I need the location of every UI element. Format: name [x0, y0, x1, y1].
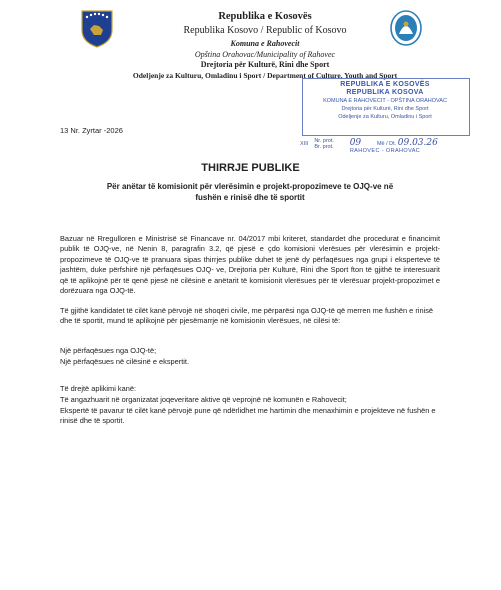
document-number-line: 13 Nr. Zyrtar -2026: [60, 126, 123, 135]
header-drejtoria: Drejtoria për Kulturë, Rini dhe Sport: [200, 60, 330, 69]
rahovec-emblem-icon: [390, 10, 422, 46]
stamp-line-4: Drejtoria për Kulturë, Rini dhe Sport: [341, 106, 429, 112]
list-item-ngo-engaged: Të angazhuarit në organizatat joqeveritare aktive që veprojnë në komunën e Rahovecit;: [60, 395, 347, 404]
document-subtitle: Për anëtar të komisionit për vlerësimin e projekt-propozimeve te OJQ-ve në fushën e rinisë dhe të sportit: [106, 182, 394, 202]
header-komuna: Komuna e Rahovecit: [230, 39, 300, 48]
kosovo-coat-of-arms-icon: [80, 8, 114, 48]
header-republika-sq: Republika e Kosovës: [218, 11, 312, 22]
paragraph-legal-basis: Bazuar në Rregulloren e Ministrisë së Financave nr. 04/2017 mbi kriteret, standardet dhe procedurat e financimit publik të OJQ-ve, në Nenin 8, paragrafin 3.2, që pjesë e çdo komisioni vlerësues për vlerësimin e projekt-propozimeve të OJQ-ve të pranuara sipas thirrjes publike duhet të jenë dy përfaqësues nga grupi i eksperteve të jashtëm, duke përfshirë një përfaqësues OJQ- ve, Drejtoria për Kulturë, Rini dhe Sport fton të gjithë te interesuarit që të aplikojnë për të qenë pjesë në cilësinë e anëtarit të komisionit vlerësues për të vlerësuar projekt-propozimet e dorëzuara nga OJQ-të.: [60, 234, 440, 296]
header-opstina: Opština Orahovac/Municipality of Rahovec: [194, 50, 336, 59]
paragraph-right-to-apply: Të drejtë aplikimi kanë:: [60, 384, 136, 393]
stamp-line-1: REPUBLIKA E KOSOVËS: [340, 81, 430, 88]
stamp-city: RAHOVEC - ORAHOVAC: [349, 148, 421, 154]
header-republika-bilingual: Republika Kosovo / Republic of Kosovo: [183, 25, 347, 36]
stamp-dt-label: Më / Dt.: [376, 141, 397, 147]
list-item-independent-experts: Ekspertë të pavarur të cilët kanë përvojë pune që ndërlidhet me hartimin dhe menaxhimin e projekteve në fushën e rinisë dhe të sportit.: [60, 406, 436, 426]
stamp-nr-prot: Nr. prot.: [314, 138, 334, 144]
paragraph-eligibility: Të gjithë kandidatet të cilët kanë përvojë në shoqëri civile, me përparësi nga OJQ-të që merren me fushën e rinisë dhe të sportit, mund të aplikojnë për pjesëmarrje në komisionin vlerësues, në cilësi të:: [60, 306, 434, 326]
document-title: THIRRJE PUBLIKE: [201, 162, 300, 174]
list-item-ngo-representative: Një përfaqësues nga OJQ-të;: [60, 346, 157, 355]
stamp-line-3: KOMUNA E RAHOVECIT - OPŠTINA ORAHOVAC: [323, 98, 447, 104]
stamp-dt-value: 09.03.26: [397, 138, 438, 148]
stamp-prefix: XIII: [300, 141, 309, 147]
stamp-line-2: REPUBLIKA KOSOVA: [346, 89, 424, 96]
stamp-nr-value: 09: [349, 138, 362, 148]
stamp-br-prot: Br. prot.: [314, 144, 334, 150]
header-odeljenje: Odeljenje za Kulturu, Omladinu i Sport / Department of Culture, Youth and Sport: [132, 71, 398, 80]
registration-stamp: [300, 78, 470, 156]
list-item-expert-representative: Një përfaqësues në cilësinë e ekspertit.: [60, 357, 189, 366]
stamp-line-5: Odeljenje za Kulturu, Omladinu i Sport: [338, 114, 432, 120]
